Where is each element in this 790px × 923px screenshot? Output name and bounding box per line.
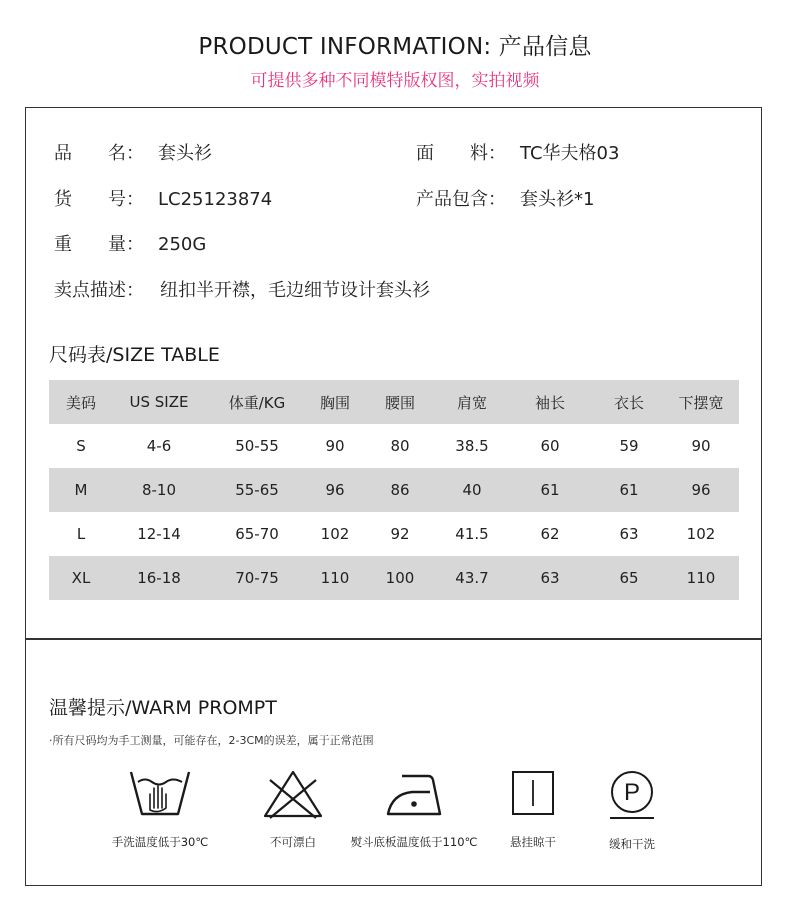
table-cell: M [74, 481, 88, 499]
size-table-header: 下摆宽 [678, 393, 724, 412]
page-title: PRODUCT INFORMATION: 产品信息 [198, 34, 592, 60]
table-cell: 96 [325, 481, 345, 499]
table-cell: S [76, 437, 86, 455]
table-cell: 70-75 [235, 569, 279, 587]
dry-clean-p-icon [600, 768, 664, 822]
table-cell: 40 [462, 481, 482, 499]
info-frame [25, 107, 762, 886]
care-label: 手洗温度低于30℃ [111, 835, 209, 849]
table-cell: 110 [686, 569, 716, 587]
table-cell: 62 [540, 525, 560, 543]
table-cell: 12-14 [137, 525, 181, 543]
table-cell: 65-70 [235, 525, 279, 543]
table-cell: L [76, 525, 86, 543]
info-fabric [416, 139, 619, 165]
size-table [49, 380, 739, 600]
table-cell: XL [71, 569, 91, 587]
info-fabric-value: TC华夫格03 [520, 143, 620, 164]
info-weight-value: 250G [158, 234, 207, 255]
info-package-label: 产品包含： [416, 189, 506, 210]
info-selling-label: 卖点描述： [54, 280, 144, 301]
table-cell: 86 [390, 481, 410, 499]
info-name-value: 套头衫 [158, 143, 212, 164]
care-label: 熨斗底板温度低于110℃ [350, 835, 478, 849]
table-cell: 59 [619, 437, 639, 455]
care-item-hand-wash [95, 768, 225, 850]
info-weight-label: 重 量： [54, 234, 144, 255]
table-cell: 110 [320, 569, 350, 587]
table-cell: 63 [619, 525, 639, 543]
info-name [54, 139, 212, 165]
info-sku-value: LC25123874 [158, 189, 273, 210]
table-row [49, 512, 739, 556]
care-label: 不可漂白 [270, 835, 316, 849]
size-table-title: 尺码表/SIZE TABLE [49, 344, 220, 366]
info-sku-label: 货 号： [54, 189, 144, 210]
info-package-value: 套头衫*1 [520, 189, 595, 210]
iron-icon [382, 768, 446, 820]
size-table-header: 衣长 [613, 393, 644, 412]
table-cell: 43.7 [455, 569, 489, 587]
size-table-header: 袖长 [534, 393, 565, 412]
table-cell: 60 [540, 437, 560, 455]
care-item-dry-clean [567, 768, 697, 852]
info-weight [54, 230, 206, 256]
table-cell: 90 [691, 437, 711, 455]
warm-prompt-title: 温馨提示/WARM PROMPT [49, 697, 277, 719]
hang-dry-icon [501, 768, 565, 820]
size-table-header: 腰围 [384, 393, 415, 412]
table-row [49, 556, 739, 600]
table-cell: 8-10 [141, 481, 177, 499]
size-table-header: 胸围 [319, 393, 350, 412]
table-cell: 61 [540, 481, 560, 499]
table-cell: 102 [686, 525, 716, 543]
table-cell: 90 [325, 437, 345, 455]
measurement-note: ·所有尺码均为手工测量，可能存在，2-3CM的误差，属于正常范围 [49, 734, 374, 747]
info-sku [54, 185, 272, 211]
info-selling-value: 纽扣半开襟，毛边细节设计套头衫 [160, 280, 430, 301]
section-divider [26, 638, 761, 640]
table-row [49, 468, 739, 512]
table-cell: 16-18 [137, 569, 181, 587]
info-selling [54, 276, 430, 302]
table-cell: 65 [619, 569, 639, 587]
info-package [416, 185, 594, 211]
info-name-label: 品 名： [54, 143, 144, 164]
table-cell: 63 [540, 569, 560, 587]
page-subtitle: 可提供多种不同模特版权图，实拍视频 [250, 71, 540, 91]
care-item-no-bleach [228, 768, 358, 850]
table-cell: 96 [691, 481, 711, 499]
care-label: 缓和干洗 [609, 837, 655, 851]
size-table-header: 体重/KG [228, 393, 286, 412]
table-cell: 50-55 [235, 437, 279, 455]
table-cell: 61 [619, 481, 639, 499]
size-table-header: US SIZE [129, 393, 189, 411]
info-fabric-label: 面 料： [416, 143, 506, 164]
table-cell: 4-6 [146, 437, 172, 455]
table-cell: 55-65 [235, 481, 279, 499]
table-cell: 102 [320, 525, 350, 543]
size-table-header: 肩宽 [456, 393, 487, 412]
table-cell: 92 [390, 525, 410, 543]
table-cell: 80 [390, 437, 410, 455]
size-table-header-row [49, 380, 739, 424]
table-cell: 41.5 [455, 525, 489, 543]
dry-clean-symbol: P [623, 779, 641, 806]
table-cell: 100 [385, 569, 415, 587]
no-bleach-icon [261, 768, 325, 820]
hand-wash-icon [128, 768, 192, 820]
care-label: 悬挂晾干 [510, 835, 556, 849]
table-row [49, 424, 739, 468]
care-item-iron [349, 768, 479, 850]
size-table-header: 美码 [65, 393, 96, 412]
table-cell: 38.5 [455, 437, 489, 455]
